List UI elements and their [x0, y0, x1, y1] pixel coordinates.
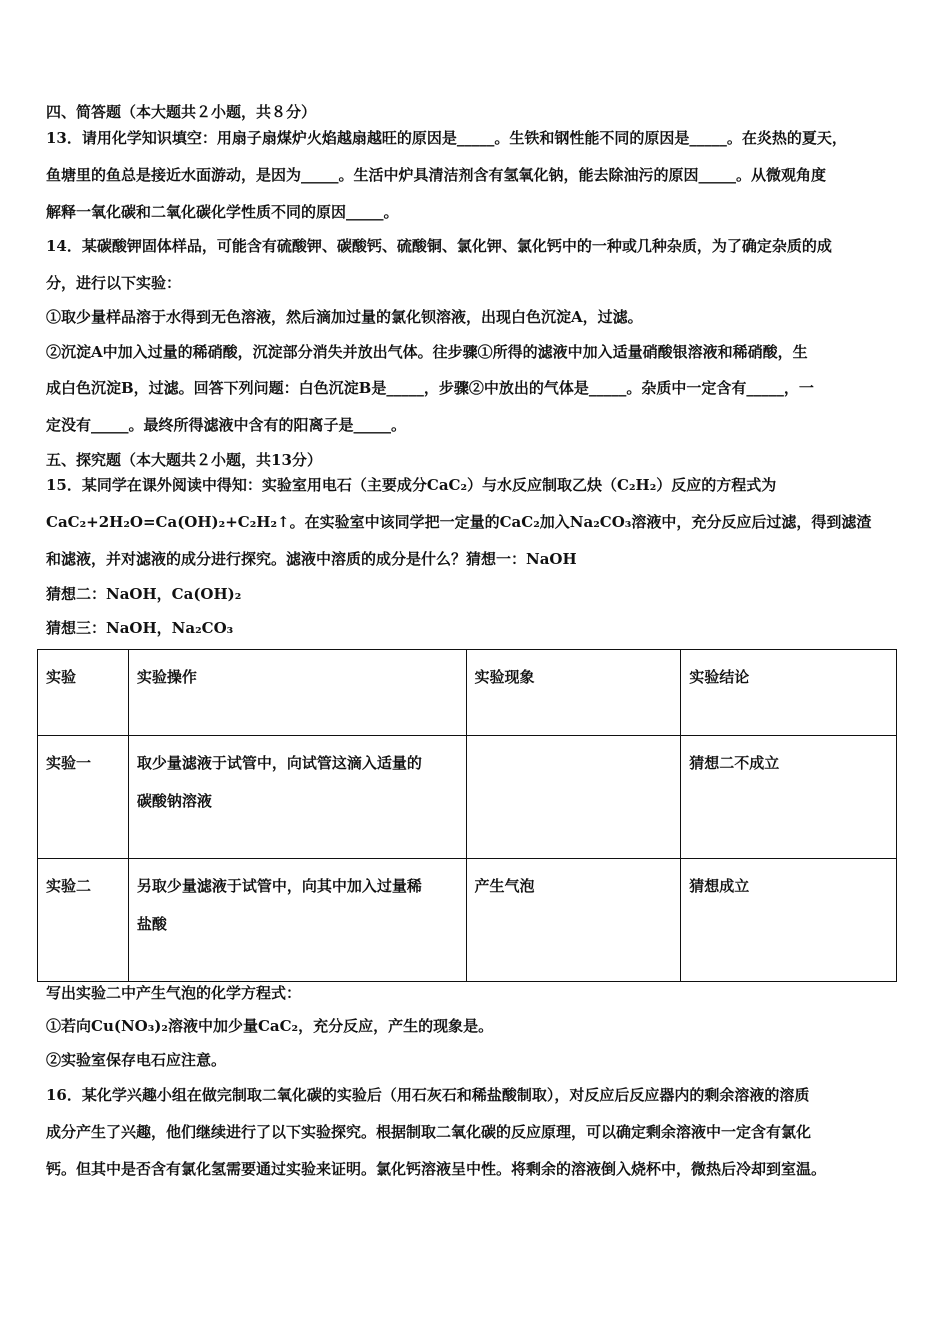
- row1-operation-b: 碳酸钠溶液: [136, 792, 212, 810]
- row1-conclusion: 猜想二不成立: [681, 736, 897, 859]
- row2-operation-b: 盐酸: [136, 915, 167, 933]
- header-phenomenon: 实验现象: [466, 650, 681, 736]
- table-header-row: [38, 650, 897, 736]
- q13-line1: 13．请用化学知识填空：用扇子扇煤炉火焰越扇越旺的原因是_____。生铁和钢性能不同的原因是_____。在炎热的夏天，: [46, 129, 847, 147]
- q14-line2: 分，进行以下实验：: [46, 274, 182, 292]
- q16-line1: 16．某化学兴趣小组在做完制取二氧化碳的实验后（用石灰石和稀盐酸制取），对反应后反应器内的剩余溶液的溶质: [46, 1086, 810, 1104]
- q15-line1: 15．某同学在课外阅读中得知：实验室用电石（主要成分CaC₂）与水反应制取乙炔（C₂H₂）反应的方程式为: [46, 476, 777, 494]
- q15-line3: 和滤液，并对滤液的成分进行探究。滤液中溶质的成分是什么？猜想一：NaOH: [46, 550, 577, 568]
- q14-line5: 成白色沉淀B，过滤。回答下列问题：白色沉淀B是_____，步骤②中放出的气体是_____。杂质中一定含有_____，一: [46, 379, 814, 397]
- q16-line3: 钙。但其中是否含有氯化氢需要通过实验来证明。氯化钙溶液呈中性。将剩余的溶液倒入烧杯中，微热后冷却到室温。: [46, 1160, 827, 1178]
- header-operation: 实验操作: [128, 650, 466, 736]
- row2-operation: [128, 859, 466, 982]
- q15-after1: 写出实验二中产生气泡的化学方程式：: [46, 984, 302, 1002]
- q14-line1: 14．某碳酸钾固体样品，可能含有硫酸钾、碳酸钙、硫酸铜、氯化钾、氯化钙中的一种或几种杂质，为了确定杂质的成: [46, 237, 832, 255]
- q15-after3: ②实验室保存电石应注意。: [46, 1051, 227, 1069]
- q15-line2: CaC₂+2H₂O=Ca(OH)₂+C₂H₂↑。在实验室中该同学把一定量的CaC₂加入Na₂CO₃溶液中，充分反应后过滤，得到滤渣: [46, 513, 872, 531]
- row1-operation: [128, 736, 466, 859]
- header-experiment: 实验: [38, 650, 129, 736]
- row2-conclusion: 猜想成立: [681, 859, 897, 982]
- q15-guess2: 猜想二：NaOH，Ca(OH)₂: [46, 585, 242, 603]
- row2-name: 实验二: [38, 859, 129, 982]
- row1-operation-a: 取少量滤液于试管中，向试管这滴入适量的: [136, 754, 422, 772]
- table-row: [38, 859, 897, 982]
- q15-after2: ①若向Cu(NO₃)₂溶液中加少量CaC₂，充分反应，产生的现象是。: [46, 1017, 494, 1035]
- q16-line2: 成分产生了兴趣，他们继续进行了以下实验探究。根据制取二氧化碳的反应原理，可以确定剩余溶液中一定含有氯化: [46, 1123, 812, 1141]
- row2-phenomenon: 产生气泡: [466, 859, 681, 982]
- row1-phenomenon: [466, 736, 681, 859]
- row1-name: 实验一: [38, 736, 129, 859]
- header-conclusion: 实验结论: [681, 650, 897, 736]
- q14-line6: 定没有_____。最终所得滤液中含有的阳离子是_____。: [46, 416, 407, 434]
- q14-line4: ②沉淀A中加入过量的稀硝酸，沉淀部分消失并放出气体。往步骤①所得的滤液中加入适量硝酸银溶液和稀硝酸，生: [46, 343, 808, 361]
- q14-line3: ①取少量样品溶于水得到无色溶液，然后滴加过量的氯化钡溶液，出现白色沉淀A，过滤。: [46, 308, 643, 326]
- q15-guess3: 猜想三：NaOH，Na₂CO₃: [46, 619, 234, 637]
- table-row: [38, 736, 897, 859]
- section5-title: 五、探究题（本大题共２小题，共13分）: [46, 451, 322, 469]
- q13-line3: 解释一氧化碳和二氧化碳化学性质不同的原因_____。: [46, 203, 399, 221]
- experiment-table: [37, 649, 897, 982]
- section4-title: 四、简答题（本大题共２小题，共８分）: [46, 103, 317, 121]
- q13-line2: 鱼塘里的鱼总是接近水面游动，是因为_____。生活中炉具清洁剂含有氢氧化钠，能去除油污的原因_____。从微观角度: [46, 166, 827, 184]
- row2-operation-a: 另取少量滤液于试管中，向其中加入过量稀: [136, 877, 422, 895]
